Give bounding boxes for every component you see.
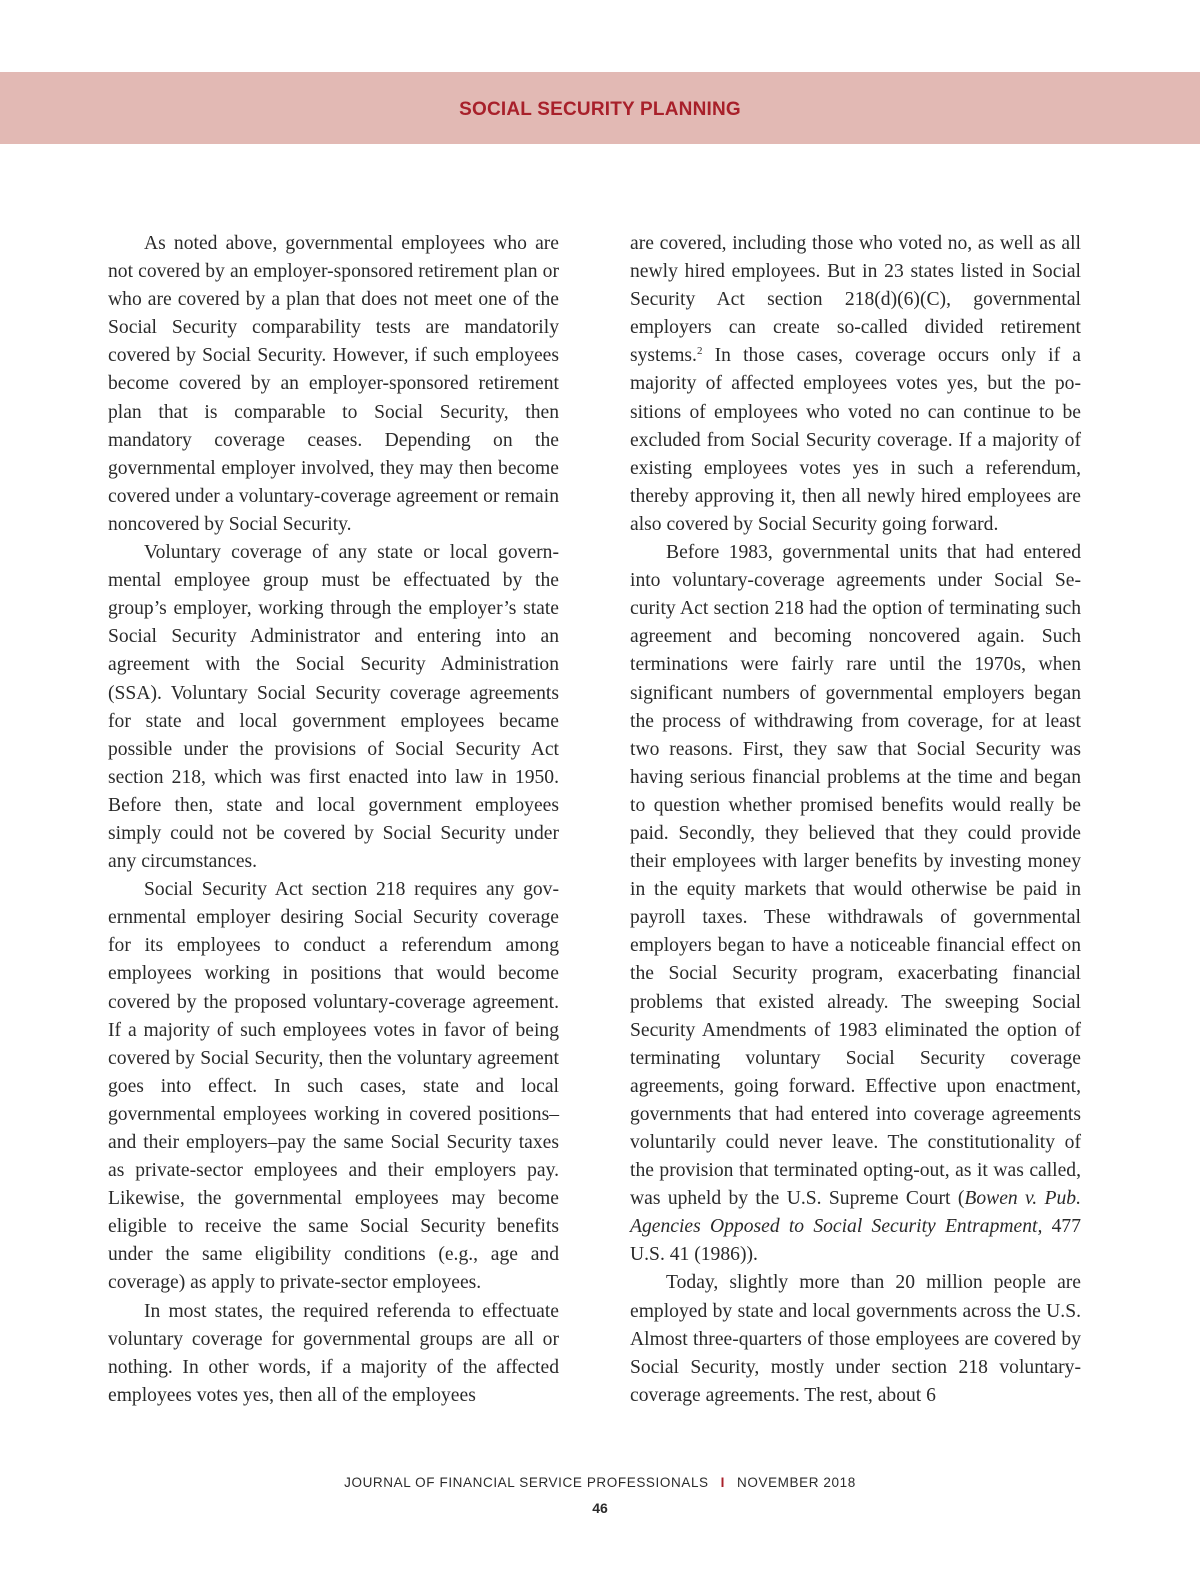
header-band	[0, 72, 1200, 144]
footer	[0, 1475, 1200, 1490]
right-column	[630, 230, 1081, 1410]
paragraph: Social Security Act section 218 requires any governmental employer desiring Social Security coverage for its employees to conduct a referendum among employees working in positions that would become covered by the proposed voluntary-coverage agreement. If a majority of such employees votes in favor of being covered by Social Security, then the voluntary agreement goes into effect. In such cases, state and local governmental employees working in covered positions–and their employers–pay the same Social Security taxes as private-sector employees and their employers pay. Likewise, the governmental employees may become eligible to receive the same Social Security benefits under the same eligibility conditions (e.g., age and coverage) as apply to private-sector employees.	[108, 879, 559, 1294]
paragraph	[630, 539, 1081, 1269]
case-name: Bowen v. Pub. Agencies Opposed to Social Security Entrapment,	[630, 1188, 1081, 1238]
footnote-ref: 2	[696, 345, 703, 358]
footer-separator: I	[720, 1475, 726, 1490]
paragraph	[630, 230, 1081, 539]
left-column	[108, 230, 559, 1410]
paragraph: Voluntary coverage of any state or local governmental employee group must be effectuated by the group’s employer, working through the employer’s state Social Security Administrator and entering into an agreement with the Social Security Administration (SSA). Voluntary Social Security coverage agreements for state and local government employees became possible under the provisions of Social Security Act section 218, which was first enacted into law in 1950. Before then, state and local government employees simply could not be covered by Social Security under any circumstances.	[108, 542, 559, 873]
section-title: SOCIAL SECURITY PLANNING	[459, 99, 741, 120]
citation: 477 U.S. 41 (1986)).	[630, 1216, 1081, 1266]
journal-name: JOURNAL OF FINANCIAL SERVICE PROFESSIONALS	[344, 1475, 709, 1490]
page-number: 46	[592, 1500, 608, 1516]
paragraph-text: are covered, including those who voted no, as well as all newly hired employees. But in 23 states listed in Social Security Act section 218(d)(6)(C), governmental employers can create so-called divided retirement systems.	[630, 233, 1081, 367]
paragraph-text: In those cases, coverage occurs only if a majority of affected employees votes yes, but the positions of employees who voted no can continue to be excluded from Social Security coverage. If a majority of existing employees votes yes in such a referendum, thereby approving it, then all newly hired employees are also covered by Social Security going forward.	[630, 345, 1081, 535]
paragraph: In most states, the required referenda to effectuate voluntary coverage for governmental groups are all or nothing. In other words, if a majority of the affected employees votes yes, then all of the employees	[108, 1300, 559, 1406]
paragraph: Today, slightly more than 20 million people are employed by state and local governments across the U.S. Almost three-quarters of those employees are covered by Social Security, mostly under section 218 voluntary-coverage agreements. The rest, about 6	[630, 1272, 1081, 1406]
paragraph-text: Before 1983, governmental units that had entered into voluntary-coverage agreements under Social Security Act section 218 had the option of terminating such agreement and becoming noncovered again. Such terminations were fairly rare until the 1970s, when significant numbers of governmental employers began the process of withdrawing from coverage, for at least two reasons. First, they saw that Social Security was having serious financial problems at the time and began to question whether promised benefits would really be paid. Secondly, they believed that they could provide their employees with larger benefits by investing money in the equity markets that would otherwise be paid in payroll taxes. These withdrawals of governmental employers began to have a noticeable financial effect on the Social Security program, exacerbating financial problems that existed already. The sweeping Social Security Amendments of 1983 eliminated the option of terminating voluntary Social Security coverage agreements, going forward. Effective upon enactment, governments that had entered into coverage agreements voluntarily could never leave. The constitutionality of the provision that terminated opting-out, as it was called, was upheld by the U.S. Supreme Court (	[630, 542, 1081, 1210]
issue-date: NOVEMBER 2018	[737, 1475, 856, 1490]
paragraph: As noted above, governmental employees who are not covered by an employer-sponsored retirement plan or who are covered by a plan that does not meet one of the Social Security comparability tests are mandatorily covered by Social Security. However, if such employees become covered by an employer-sponsored retirement plan that is comparable to Social Security, then mandatory coverage ceases. Depending on the governmental employer involved, they may then become covered under a voluntary-coverage agreement or remain noncovered by Social Security.	[108, 233, 559, 535]
